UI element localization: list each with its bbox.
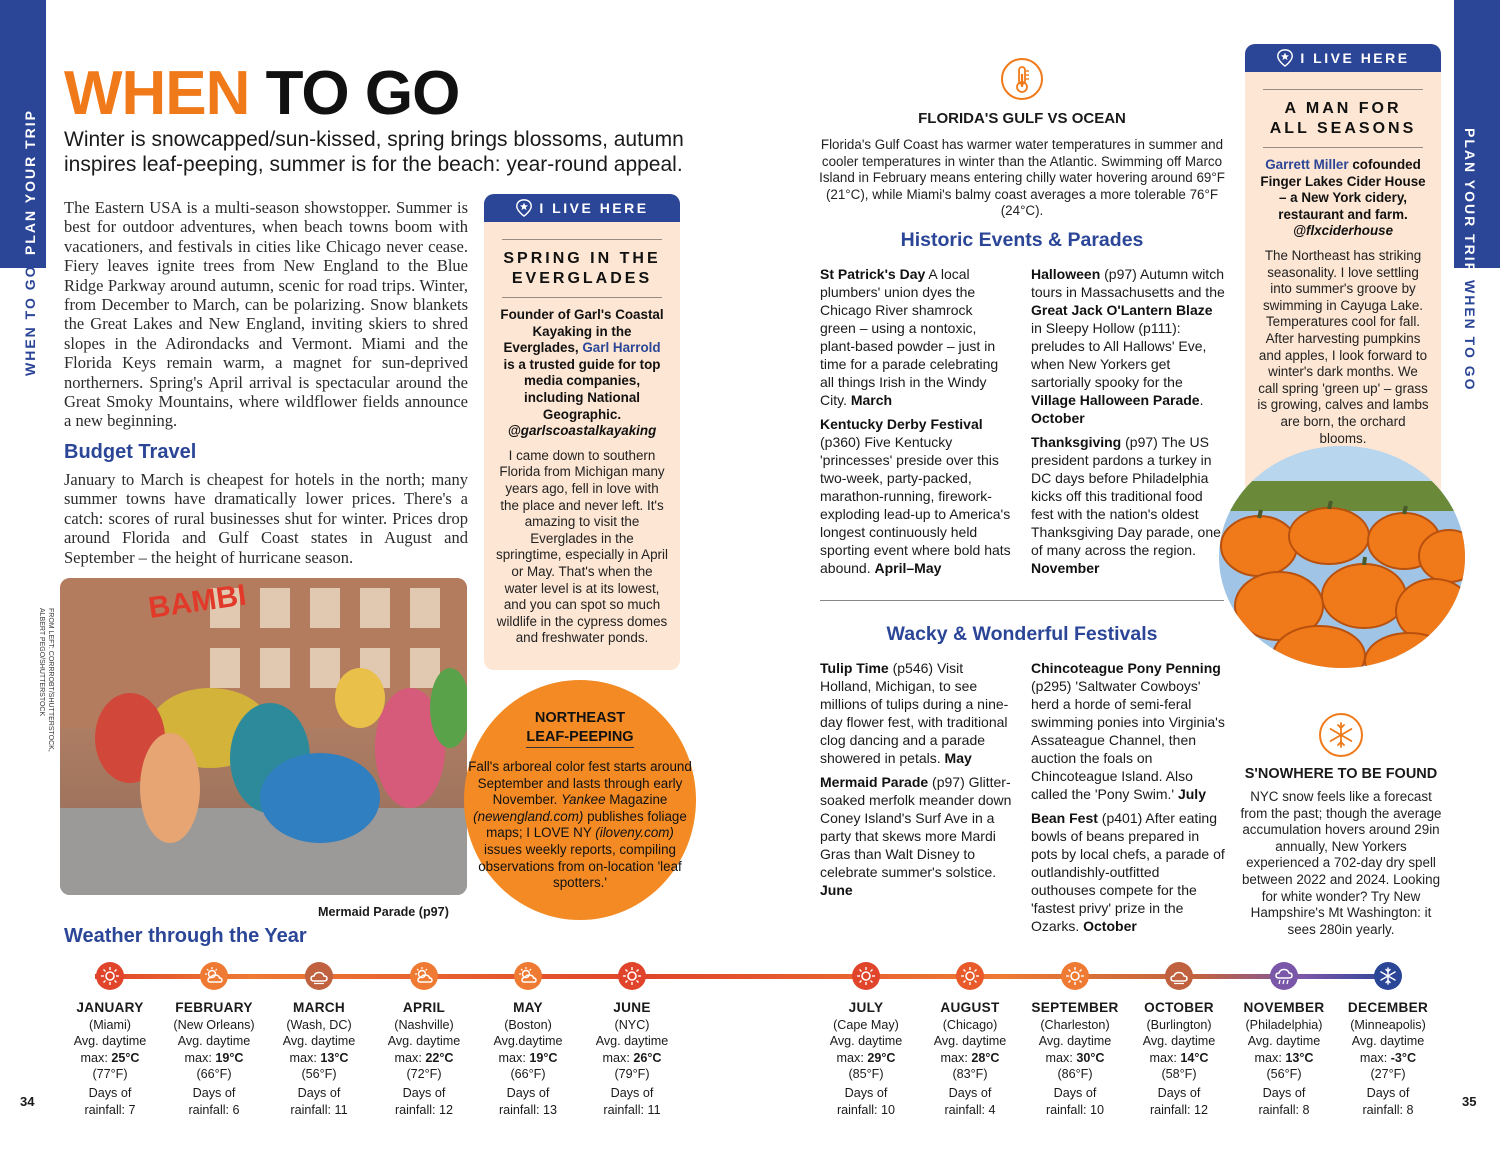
city: (Boston) xyxy=(504,1017,552,1032)
max-temp-f: (83°F) xyxy=(952,1067,988,1082)
budget-heading: Budget Travel xyxy=(64,441,197,463)
pin-star-icon xyxy=(515,199,533,217)
event-kentucky-derby xyxy=(820,415,1012,577)
month-name: MAY xyxy=(513,1000,543,1015)
rain-days: rainfall: 11 xyxy=(290,1102,348,1117)
max-temp: max: 29°C xyxy=(836,1050,896,1065)
intro-post: is a trusted guide for top media companies, including National Geographic. xyxy=(503,356,661,422)
weather-month-january xyxy=(58,1000,162,1118)
mermaid-parade-photo xyxy=(60,578,467,895)
temp-label: Avg.daytime xyxy=(493,1034,563,1049)
event-month: November xyxy=(1031,560,1100,576)
partly-cloudy-icon xyxy=(200,962,228,990)
social-handle: @flxciderhouse xyxy=(1292,223,1394,239)
wacky-col2 xyxy=(1031,659,1225,935)
event-text: (p97) Autumn witch tours in Massachusetts and the xyxy=(1031,266,1225,300)
city: (Philadelphia) xyxy=(1245,1017,1323,1032)
historic-heading: Historic Events & Parades xyxy=(900,229,1144,251)
wacky-heading: Wacky & Wonderful Festivals xyxy=(886,623,1158,645)
city: (New Orleans) xyxy=(173,1017,255,1032)
max-temp: max: 28°C xyxy=(940,1050,1000,1065)
max-temp-f: (72°F) xyxy=(406,1067,442,1082)
month-name: AUGUST xyxy=(940,1000,1000,1015)
rain-label: Days of xyxy=(297,1085,341,1100)
city: (Cape May) xyxy=(833,1017,899,1032)
festival-name: Chincoteague Pony Penning xyxy=(1031,660,1221,676)
temp-label: Avg. daytime xyxy=(1351,1034,1425,1049)
max-temp-f: (58°F) xyxy=(1161,1067,1197,1082)
weather-month-october xyxy=(1127,1000,1231,1118)
event-month: October xyxy=(1031,410,1085,426)
leaf-peeping-title xyxy=(464,709,696,748)
rain-days: rainfall: 4 xyxy=(944,1102,996,1117)
event-name: Great Jack O'Lantern Blaze xyxy=(1031,302,1213,318)
leaf-magazine: Magazine xyxy=(609,792,668,808)
rain-label: Days of xyxy=(88,1085,132,1100)
sun-icon xyxy=(956,962,984,990)
title-when: WHEN xyxy=(64,59,250,128)
temp-label: Avg. daytime xyxy=(73,1034,147,1049)
leaf-p2c: issues weekly reports, compiling observations from on-location 'leaf spotters.' xyxy=(478,841,682,891)
max-temp: max: 25°C xyxy=(80,1050,140,1065)
leaf-p2b: publishes foliage maps; I LOVE NY xyxy=(486,808,687,841)
historic-col2 xyxy=(1031,265,1225,577)
festival-text: (p546) Visit Holland, Michigan, to see millions of tulips during a nine-day flower fest, with traditional clog dancing and a parade showered in petals. xyxy=(820,660,1009,766)
weather-month-april xyxy=(372,1000,476,1118)
rain-label: Days of xyxy=(1366,1085,1410,1100)
max-temp: max: 13°C xyxy=(289,1050,349,1065)
temp-label: Avg. daytime xyxy=(1142,1034,1216,1049)
festival-pony-penning xyxy=(1031,659,1225,803)
temp-label: Avg. daytime xyxy=(933,1034,1007,1049)
festival-text: (p401) After eating bowls of beans prepared in pots by local chefs, a parade of outlandishly-outfitted outhouses compete for the 'fastest privy' prize in the Ozarks. xyxy=(1031,810,1225,934)
sun-icon xyxy=(852,962,880,990)
event-month: March xyxy=(850,392,893,408)
page-number-right: 35 xyxy=(1462,1094,1477,1109)
live-here-intro xyxy=(498,307,666,440)
event-st-patricks xyxy=(820,265,1012,409)
rain-days: rainfall: 12 xyxy=(1149,1102,1209,1117)
month-name: NOVEMBER xyxy=(1243,1000,1325,1015)
cloudy-icon xyxy=(305,962,333,990)
festival-tulip-time xyxy=(820,659,1012,767)
historic-col1 xyxy=(820,265,1012,577)
wacky-col1 xyxy=(820,659,1012,899)
partly-cloudy-icon xyxy=(410,962,438,990)
live-here-badge xyxy=(484,194,680,222)
temp-label: Avg. daytime xyxy=(1038,1034,1112,1049)
max-temp-f: (79°F) xyxy=(614,1067,650,1082)
leaf-title-line2: LEAF-PEEPING xyxy=(526,728,633,748)
max-temp: max: 19°C xyxy=(184,1050,244,1065)
live-here-label: I LIVE HERE xyxy=(1300,50,1410,66)
event-name: Village Halloween Parade xyxy=(1031,392,1200,408)
snowflake-icon xyxy=(1319,713,1363,757)
temp-label: Avg. daytime xyxy=(829,1034,903,1049)
city: (Miami) xyxy=(89,1017,131,1032)
live-here-badge xyxy=(1245,44,1441,72)
festival-month: July xyxy=(1177,786,1206,802)
sun-icon xyxy=(618,962,646,990)
snow-text: NYC snow feels like a forecast from the past; though the average accumulation hovers around 29in annually, New Yorkers experienced a 702-day dry spell between 2022 and 2024. Looking for white wonder? Try New Hampshire's Mt Washington: it sees 280in yearly. xyxy=(1240,789,1442,937)
month-name: APRIL xyxy=(402,1000,446,1015)
weather-month-march xyxy=(267,1000,371,1118)
weather-timeline-bar xyxy=(95,972,1415,982)
weather-month-june xyxy=(580,1000,684,1118)
weather-month-may xyxy=(476,1000,580,1118)
month-name: JANUARY xyxy=(76,1000,144,1015)
max-temp: max: 26°C xyxy=(602,1050,662,1065)
intro-pre: Founder of Garl's Coastal Kayaking in the Everglades, xyxy=(500,307,664,356)
rain-label: Days of xyxy=(1053,1085,1097,1100)
weather-month-august xyxy=(918,1000,1022,1118)
pin-star-icon xyxy=(1276,49,1294,67)
event-month: April–May xyxy=(874,560,942,576)
rain-days: rainfall: 12 xyxy=(394,1102,454,1117)
live-here-card-spring xyxy=(484,194,680,670)
max-temp-f: (77°F) xyxy=(92,1067,128,1082)
right-tab-plan-your-trip: PLAN YOUR TRIP xyxy=(1462,128,1478,274)
sun-icon xyxy=(1061,962,1089,990)
weather-month-september xyxy=(1023,1000,1127,1118)
intro-post: cofounded Finger Lakes Cider House – a New York cidery, restaurant and farm. xyxy=(1260,157,1426,222)
festival-text: (p97) Glitter-soaked merfolk meander down Coney Island's Surf Ave in a party that skews more Mardi Gras than Walt Disney to celebrate summer's solstice. xyxy=(820,774,1012,880)
city: (Burlington) xyxy=(1146,1017,1212,1032)
bambi-sign-text: BAMBI xyxy=(146,578,249,625)
title-to-go: TO GO xyxy=(265,59,460,128)
live-here-quote: The Northeast has striking seasonality. I love settling into summer's groove by swimming in Cayuga Lake. Temperatures cool for fall. After harvesting pumpkins and apples, I look forward to winter's dark months. We call spring 'green up' – grass is growing, calves and lambs are born, the orchard blooms. xyxy=(1257,247,1429,446)
leaf-title-line1: NORTHEAST xyxy=(534,710,626,726)
festival-name: Bean Fest xyxy=(1031,810,1098,826)
leaf-newengland: (newengland.com) xyxy=(473,808,584,824)
event-text: (p360) Five Kentucky 'princesses' preside over this two-week, party-packed, marathon-running, firework-exploding lead-up to America's longest continuously held sporting event where bold hats abound. xyxy=(820,434,1011,576)
month-name: SEPTEMBER xyxy=(1031,1000,1119,1015)
partly-cloudy-icon xyxy=(514,962,542,990)
cloudy-icon xyxy=(1165,962,1193,990)
temp-label: Avg. daytime xyxy=(387,1034,461,1049)
max-temp: max: -3°C xyxy=(1359,1050,1417,1065)
festival-text: (p295) 'Saltwater Cowboys' herd a horde of semi-feral swimming ponies into Virginia's Assateague Channel, then auction the foals on Chincoteague Island. Also called the 'Pony Swim.' xyxy=(1031,678,1225,802)
max-temp: max: 13°C xyxy=(1254,1050,1314,1065)
festival-month: June xyxy=(820,882,853,898)
page-title xyxy=(64,58,459,130)
live-here-title-line1: SPRING IN THE xyxy=(503,250,661,267)
rain-days: rainfall: 6 xyxy=(188,1102,240,1117)
leaf-iloveny: (iloveny.com) xyxy=(595,825,674,841)
live-here-title-line2: EVERGLADES xyxy=(511,270,653,287)
weather-month-december xyxy=(1336,1000,1440,1118)
max-temp-f: (56°F) xyxy=(301,1067,337,1082)
city: (Wash, DC) xyxy=(286,1017,352,1032)
pumpkins-photo xyxy=(1219,446,1465,668)
max-temp: max: 22°C xyxy=(394,1050,454,1065)
live-here-intro xyxy=(1259,157,1427,240)
rain-label: Days of xyxy=(948,1085,992,1100)
month-name: FEBRUARY xyxy=(175,1000,253,1015)
rain-days: rainfall: 10 xyxy=(836,1102,896,1117)
max-temp-f: (66°F) xyxy=(510,1067,546,1082)
event-text: . xyxy=(1199,392,1204,408)
rain-label: Days of xyxy=(402,1085,446,1100)
festival-bean-fest xyxy=(1031,809,1225,935)
max-temp-f: (56°F) xyxy=(1266,1067,1302,1082)
event-text: in Sleepy Hollow (p111): preludes to All Hallows' Eve, when New Yorkers get sartorially spooky for the xyxy=(1031,320,1207,390)
max-temp-f: (27°F) xyxy=(1370,1067,1406,1082)
rain-days: rainfall: 11 xyxy=(603,1102,661,1117)
weather-heading: Weather through the Year xyxy=(64,925,307,947)
festival-mermaid-parade xyxy=(820,773,1012,899)
max-temp: max: 14°C xyxy=(1149,1050,1209,1065)
festival-name: Tulip Time xyxy=(820,660,889,676)
month-name: MARCH xyxy=(292,1000,346,1015)
gulf-title: FLORIDA'S GULF VS OCEAN xyxy=(918,110,1126,127)
rain-label: Days of xyxy=(1262,1085,1306,1100)
max-temp-f: (86°F) xyxy=(1057,1067,1093,1082)
event-halloween xyxy=(1031,265,1225,427)
gulf-text: Florida's Gulf Coast has warmer water temperatures in summer and cooler temperatures in winter than the Atlantic. Swimming off Marco Island in February means entering chilly water hovering around 69°F (21°C), while Miami's balmy coast averages a more tolerable 76°F (24°C). xyxy=(819,137,1225,219)
event-name: Halloween xyxy=(1031,266,1101,282)
event-text: (p97) The US president pardons a turkey in DC days before Philadelphia kicks off this traditional food fest with the nation's oldest Thanksgiving Day parade, one of many across the region. xyxy=(1031,434,1221,558)
leaf-yankee: Yankee xyxy=(561,792,606,808)
intro-paragraph: The Eastern USA is a multi-season showstopper. Summer is best for outdoor adventures, when beach towns boom with vacationers, and festivals in cities like Chicago never cease. Fiery leaves ignite trees from New England to the Blue Ridge Parkway around autumn, scenic for road trips. Winter, from December to March, can be polarizing. Snow blankets the Great Lakes and New England, inviting skiers to shred slopes in the Adirondacks and Vermont. Miami and the Florida Keys remain warm, a magnet for sun-deprived northerners. Spring's April arrival is spectacular around the Great Smoky Mountains, where wildflower fields announce a new beginning. xyxy=(64,198,468,431)
event-text: A local plumbers' union dyes the Chicago River shamrock green – using a nontoxic, plant-based powder – just in time for a parade celebrating all things Irish in the Windy City. xyxy=(820,266,999,408)
festival-month: May xyxy=(944,750,972,766)
thermometer-icon xyxy=(1001,58,1043,100)
temp-label: Avg. daytime xyxy=(1247,1034,1321,1049)
page-number-left: 34 xyxy=(20,1094,35,1109)
rain-days: rainfall: 10 xyxy=(1045,1102,1105,1117)
rain-days: rainfall: 8 xyxy=(1258,1102,1310,1117)
festival-month: October xyxy=(1083,918,1137,934)
event-thanksgiving xyxy=(1031,433,1225,577)
city: (NYC) xyxy=(614,1017,650,1032)
social-handle: @garlscoastalkayaking xyxy=(507,423,657,439)
leaf-peeping-text xyxy=(466,759,694,892)
max-temp: max: 30°C xyxy=(1045,1050,1105,1065)
max-temp-f: (66°F) xyxy=(196,1067,232,1082)
city: (Chicago) xyxy=(942,1017,998,1032)
left-tab-when-to-go: WHEN TO GO xyxy=(22,264,38,376)
guide-name: Garl Harrold xyxy=(582,340,661,356)
city: (Nashville) xyxy=(394,1017,454,1032)
month-name: JULY xyxy=(848,1000,884,1015)
snowflake-icon xyxy=(1374,962,1402,990)
section-divider xyxy=(820,600,1224,601)
city: (Minneapolis) xyxy=(1350,1017,1426,1032)
event-name: St Patrick's Day xyxy=(820,266,926,282)
live-here-quote: I came down to southern Florida from Michigan many years ago, fell in love with the place and never left. It's amazing to visit the Everglades in the springtime, especially in April or May. That's when the water level is at its lowest, and you can spot so much wildlife in the cypress domes and freshwater ponds. xyxy=(496,447,668,646)
city: (Charleston) xyxy=(1040,1017,1110,1032)
rain-days: rainfall: 7 xyxy=(84,1102,136,1117)
rain-icon xyxy=(1270,962,1298,990)
rain-label: Days of xyxy=(844,1085,888,1100)
temp-label: Avg. daytime xyxy=(177,1034,251,1049)
month-name: DECEMBER xyxy=(1347,1000,1429,1015)
weather-month-july xyxy=(814,1000,918,1118)
event-name: Thanksgiving xyxy=(1031,434,1122,450)
budget-paragraph: January to March is cheapest for hotels in the north; many summer towns have dramatically lower prices. There's a catch: scores of rural businesses shut for winter. Prices drop around Florida and Gulf Coast states in August and September – the height of hurricane season. xyxy=(64,470,468,567)
left-tab-plan-your-trip: PLAN YOUR TRIP xyxy=(22,109,38,255)
snow-title: S'NOWHERE TO BE FOUND xyxy=(1244,766,1438,782)
photo-caption: Mermaid Parade (p97) xyxy=(318,905,449,919)
month-name: JUNE xyxy=(613,1000,651,1015)
page-subtitle: Winter is snowcapped/sun-kissed, spring brings blossoms, autumn inspires leaf-peeping, summer is for the beach: year-round appeal. xyxy=(64,128,684,176)
temp-label: Avg. daytime xyxy=(282,1034,356,1049)
rain-label: Days of xyxy=(610,1085,654,1100)
live-here-label: I LIVE HERE xyxy=(539,200,649,216)
rain-days: rainfall: 13 xyxy=(498,1102,558,1117)
weather-month-february xyxy=(162,1000,266,1118)
festival-name: Mermaid Parade xyxy=(820,774,929,790)
max-temp: max: 19°C xyxy=(498,1050,558,1065)
live-here-title-line1: A MAN FOR xyxy=(1284,100,1402,117)
owner-name: Garrett Miller xyxy=(1265,157,1349,172)
photo-credit: FROM LEFT: CORRROBT/SHUTTERSTOCK, ALBERT PEGO/SHUTTERSTOCK xyxy=(38,608,54,752)
month-name: OCTOBER xyxy=(1144,1000,1214,1015)
right-tab-when-to-go: WHEN TO GO xyxy=(1462,280,1478,392)
live-here-title-line2: ALL SEASONS xyxy=(1269,120,1417,137)
event-name: Kentucky Derby Festival xyxy=(820,416,983,432)
sun-icon xyxy=(96,962,124,990)
rain-label: Days of xyxy=(192,1085,236,1100)
temp-label: Avg. daytime xyxy=(595,1034,669,1049)
weather-month-november xyxy=(1232,1000,1336,1118)
max-temp-f: (85°F) xyxy=(848,1067,884,1082)
rain-days: rainfall: 8 xyxy=(1362,1102,1414,1117)
rain-label: Days of xyxy=(506,1085,550,1100)
rain-label: Days of xyxy=(1157,1085,1201,1100)
leaf-p1: Fall's arboreal color fest starts around September and lasts through early November. xyxy=(468,759,692,808)
